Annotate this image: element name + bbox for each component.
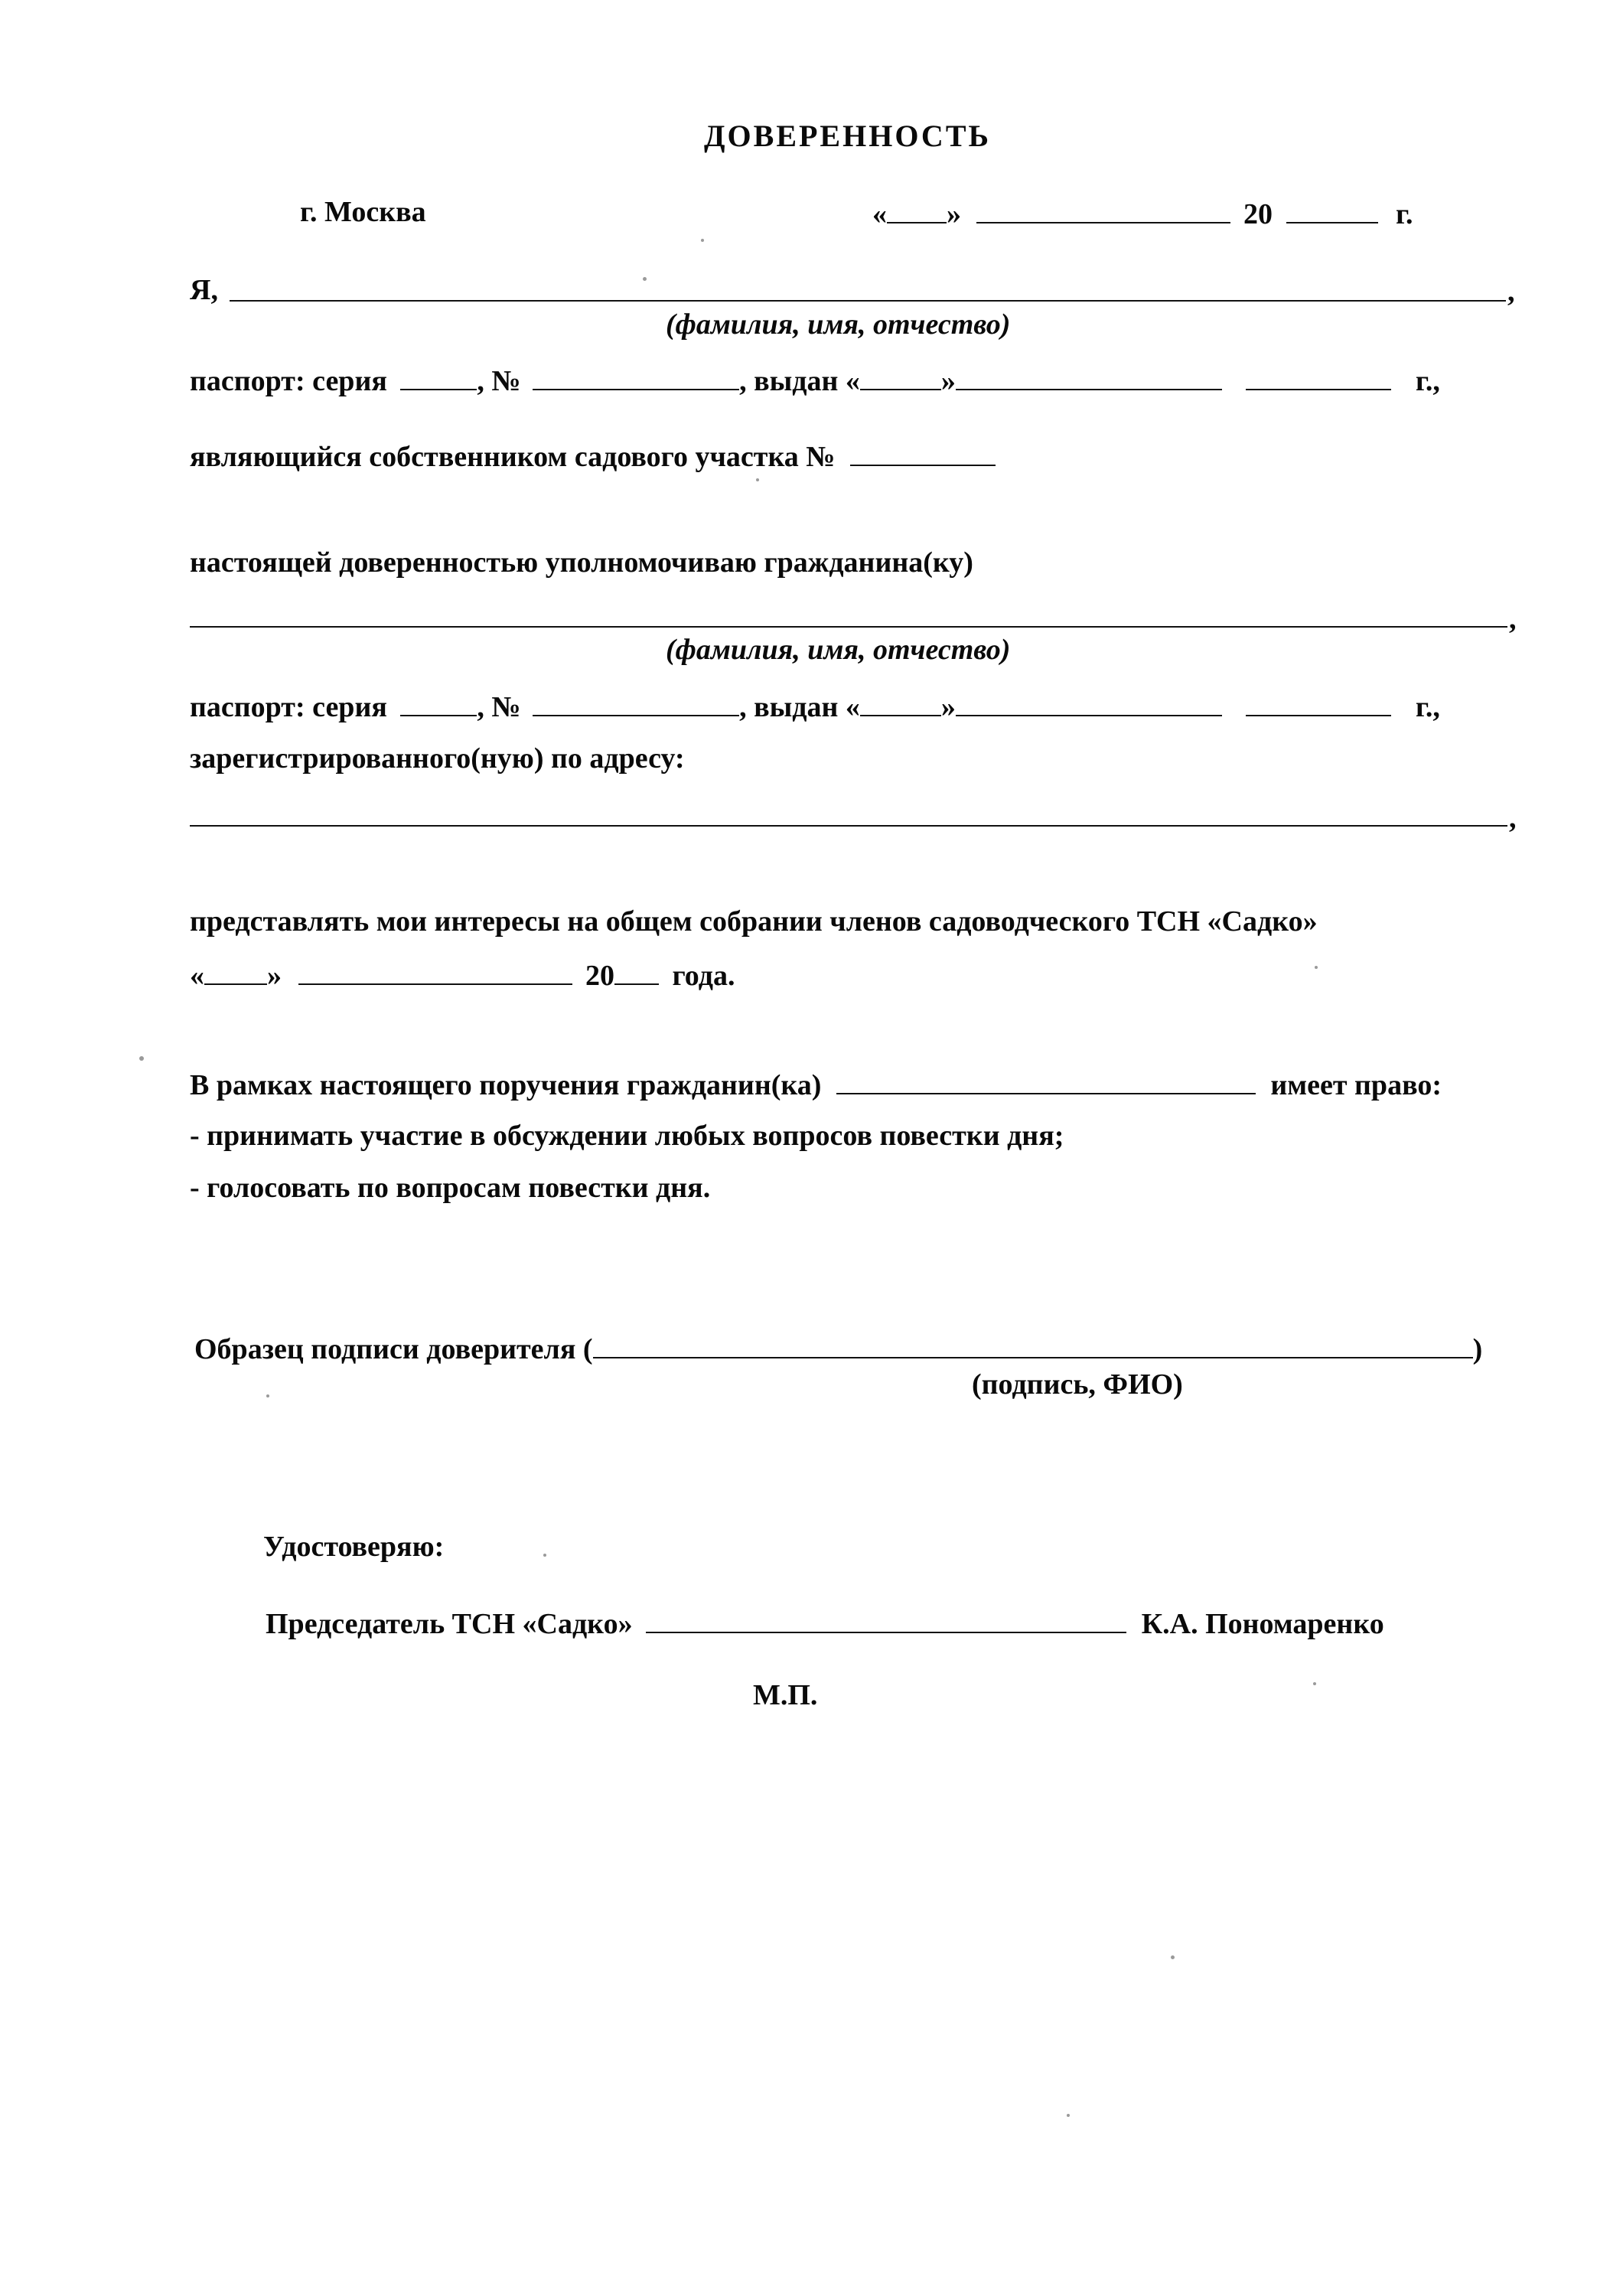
meeting-date-line [190,959,735,990]
signature-caption: (подпись, ФИО) [972,1368,1183,1401]
owner-line [190,440,996,471]
passport-issued-close: » [940,365,956,397]
year-suffix: г. [1396,198,1413,230]
passport-issued-date-field[interactable] [1246,364,1391,390]
passport-number-label: , № [477,365,521,397]
meeting-open-quote: « [190,960,204,992]
meeting-day-field[interactable] [204,959,267,985]
principal-caption: (фамилия, имя, отчество) [666,308,1011,341]
chairman-name: К.А. Пономаренко [1141,1608,1384,1640]
scan-speck [1313,1682,1316,1685]
rights-intro-suffix: имеет право: [1270,1069,1442,1101]
scan-speck [1067,2114,1070,2117]
agent-passport-number-label: , № [477,691,521,723]
meeting-year-field[interactable] [614,959,659,985]
agent-passport-number-field[interactable] [533,690,739,716]
chairman-line [266,1607,1384,1639]
agent-caption: (фамилия, имя, отчество) [666,634,1011,666]
stamp-place: М.П. [753,1679,818,1711]
scan-speck [543,1554,546,1557]
scan-speck [756,478,759,481]
scan-speck [1315,966,1318,969]
month-field[interactable] [976,197,1230,223]
passport-number-field[interactable] [533,364,739,390]
principal-prefix: Я, [190,274,218,306]
signature-label: Образец подписи доверителя ( [194,1333,593,1365]
principal-comma: , [1507,276,1515,308]
scan-speck [266,1394,269,1397]
date-open-quote: « [872,198,887,230]
passport-year-suffix: г., [1415,365,1440,397]
authorize-line: настоящей доверенностью уполномочиваю гражданина(ку) [190,546,973,579]
date-close-quote: » [947,198,961,230]
represent-line: представлять мои интересы на общем собрании членов садоводческого ТСН «Садко» [190,905,1318,938]
passport-issued-label: , выдан « [739,365,860,397]
year-prefix: 20 [1243,198,1273,230]
meeting-year-suffix: года. [672,960,735,992]
registered-label: зарегистрированного(ную) по адресу: [190,742,685,775]
rights-item: - голосовать по вопросам повестки дня. [190,1172,711,1204]
signature-field[interactable] [593,1332,1473,1358]
plot-number-field[interactable] [850,440,996,466]
meeting-year-prefix: 20 [585,960,614,992]
agent-passport-issued-by-field[interactable] [956,690,1222,716]
agent-passport-series-field[interactable] [400,690,477,716]
passport-series-field[interactable] [400,364,477,390]
owner-label: являющийся собственником садового участка № [190,441,836,473]
scan-speck [139,1056,144,1061]
document-title: ДОВЕРЕННОСТЬ [704,119,991,153]
year-field[interactable] [1286,197,1378,223]
rights-intro-prefix: В рамках настоящего поручения гражданин(ка) [190,1069,822,1101]
passport-series-label: паспорт: серия [190,365,387,397]
signature-close-paren: ) [1472,1333,1483,1365]
agent-comma: , [1509,603,1517,635]
day-field[interactable] [887,197,947,223]
agent-passport-year-suffix: г., [1415,691,1440,723]
rights-intro-line [190,1068,1442,1100]
scan-speck [1171,1955,1175,1959]
agent-passport-issued-date-field[interactable] [1246,690,1391,716]
city-label: г. Москва [300,196,426,228]
principal-passport-line [190,364,1440,396]
address-comma: , [1509,802,1517,834]
date-line [872,197,1413,229]
meeting-month-field[interactable] [298,959,572,985]
address-field[interactable] [190,825,1507,827]
meeting-close-quote: » [267,960,282,992]
agent-passport-line [190,690,1440,722]
scan-speck [701,239,704,242]
agent-passport-issued-day-field[interactable] [860,690,941,716]
principal-name-field[interactable] [230,300,1506,302]
agent-passport-issued-close: » [940,691,956,723]
passport-issued-by-field[interactable] [956,364,1222,390]
agent-passport-issued-label: , выдан « [739,691,860,723]
scan-speck [643,277,647,281]
certify-label: Удостоверяю: [263,1531,445,1563]
chairman-signature-field[interactable] [646,1607,1126,1633]
agent-short-name-field[interactable] [836,1068,1256,1094]
agent-passport-series-label: паспорт: серия [190,691,387,723]
chairman-label: Председатель ТСН «Садко» [266,1608,633,1640]
rights-item: - принимать участие в обсуждении любых вопросов повестки дня; [190,1120,1064,1152]
passport-issued-day-field[interactable] [860,364,941,390]
signature-line [194,1332,1482,1364]
agent-name-field[interactable] [190,626,1507,628]
